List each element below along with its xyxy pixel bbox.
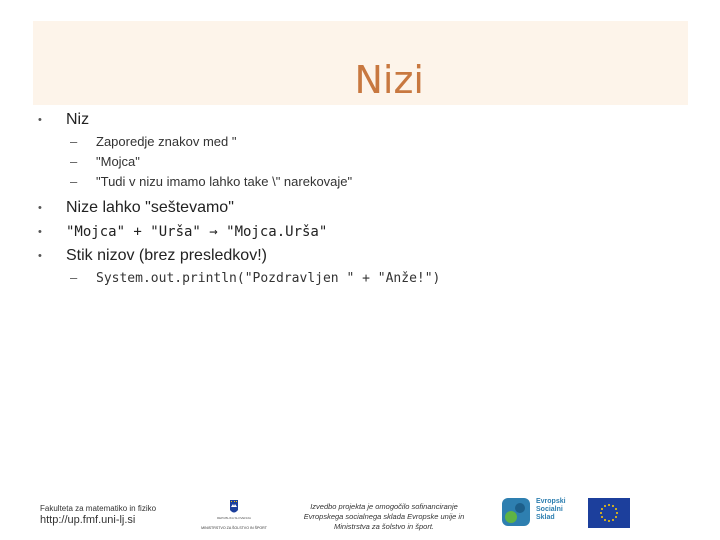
bullet-dot-icon: • — [38, 250, 42, 262]
bullet-item — [30, 244, 690, 268]
esf-note-line: Izvedbo projekta je omogočilo sofinanciranje — [310, 502, 458, 511]
bullet-text: Niz — [66, 111, 90, 128]
faculty-url[interactable]: http://up.fmf.uni-lj.si — [40, 514, 136, 526]
bullet-item — [30, 108, 690, 132]
svg-text:MINISTRSTVO ZA ŠOLSTVO IN ŠPOR: MINISTRSTVO ZA ŠOLSTVO IN ŠPORT — [201, 526, 267, 530]
esf-funding-note — [284, 502, 484, 532]
esf-logo-icon — [500, 496, 532, 528]
ministry-logo — [196, 498, 272, 534]
dash-icon: – — [70, 154, 78, 169]
sub-bullet-item — [30, 172, 690, 192]
esf-note-line: Ministrstva za šolstvo in šport. — [333, 522, 435, 531]
dash-icon: – — [70, 174, 78, 189]
esf-label-line: Evropski — [536, 498, 566, 505]
footer — [0, 490, 720, 540]
bullet-dot-icon: • — [38, 114, 42, 126]
slide-title: Nizi — [354, 58, 424, 102]
sub-bullet-item — [30, 152, 690, 172]
faculty-name: Fakulteta za matematiko in fiziko — [40, 504, 157, 513]
esf-label-line: Sklad — [536, 514, 555, 521]
bullet-text: Stik nizov (brez presledkov!) — [66, 247, 267, 264]
bullet-text: Nize lahko "seštevamo" — [66, 199, 234, 216]
esf-logo-label — [536, 498, 566, 522]
esf-label-line: Socialni — [536, 506, 563, 513]
bullet-code-text: "Mojca" + "Urša" → "Mojca.Urša" — [66, 224, 328, 240]
dash-icon: – — [70, 134, 78, 149]
bullet-list — [30, 108, 690, 289]
bullet-item — [30, 220, 690, 244]
slovenia-coat-of-arms-icon — [230, 500, 238, 513]
dash-icon: – — [70, 270, 78, 285]
sub-bullet-text: "Tudi v nizu imamo lahko take \" narekovaje" — [96, 174, 353, 189]
bullet-dot-icon: • — [38, 226, 42, 238]
sub-bullet-item — [30, 132, 690, 152]
sub-bullet-text: "Mojca" — [96, 154, 140, 169]
bullet-dot-icon: • — [38, 202, 42, 214]
svg-text:REPUBLIKA SLOVENIJA: REPUBLIKA SLOVENIJA — [216, 516, 252, 520]
esf-note-line: Evropskega socialnega sklada Evropske unije in — [303, 512, 465, 521]
eu-flag-icon — [588, 498, 630, 528]
sub-bullet-item — [30, 268, 690, 289]
sub-bullet-text: Zaporedje znakov med " — [96, 134, 237, 149]
code-snippet: System.out.println("Pozdravljen " + "Anže!") — [96, 271, 441, 286]
bullet-item — [30, 196, 690, 220]
